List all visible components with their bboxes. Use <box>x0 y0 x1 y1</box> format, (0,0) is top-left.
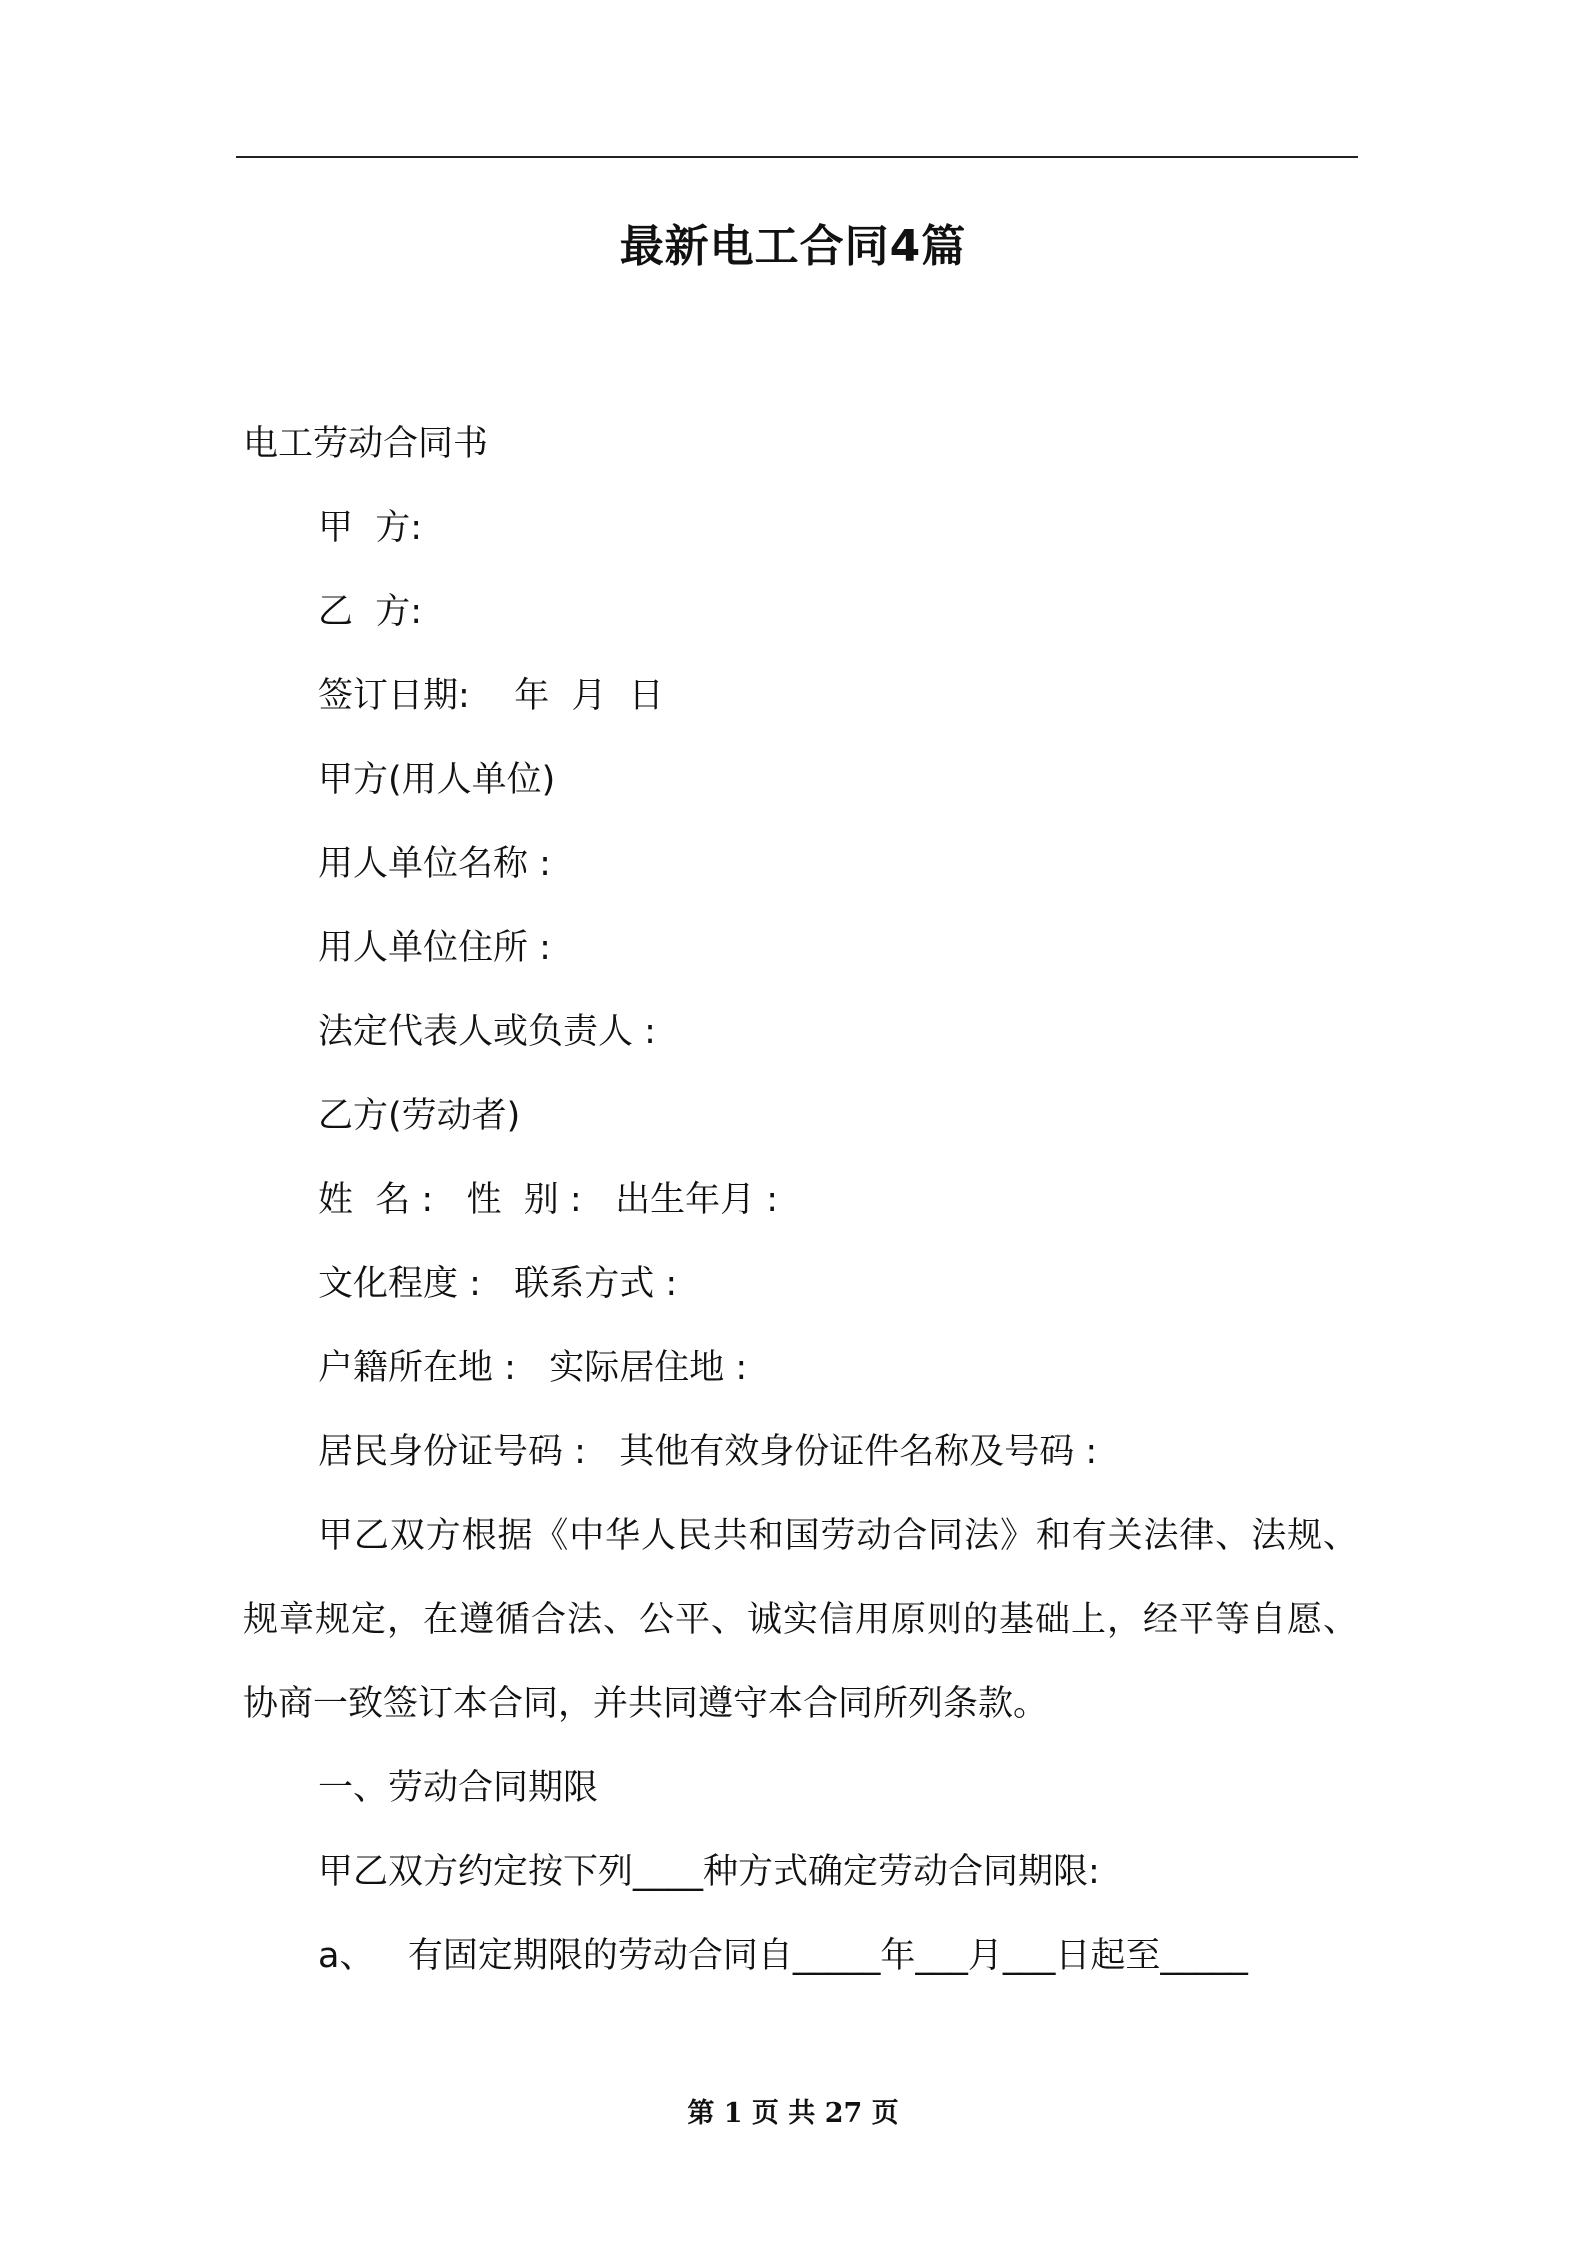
employer-name-line: 用人单位名称 : <box>318 844 551 884</box>
employee-name-gender-birth-line: 姓 名 : 性 别 : 出生年月 : <box>318 1180 779 1220</box>
fixed-term-line: a、 有固定期限的劳动合同自_____年___月___日起至_____ <box>318 1936 1248 1976</box>
contract-term-heading: 一、劳动合同期限 <box>318 1768 599 1808</box>
header-rule <box>236 156 1358 158</box>
party-b-line: 乙 方: <box>318 592 423 632</box>
employer-heading: 甲方(用人单位) <box>318 760 556 800</box>
signing-date-line: 签订日期: 年 月 日 <box>318 676 664 716</box>
id-number-line: 居民身份证号码 : 其他有效身份证件名称及号码 : <box>318 1432 1098 1472</box>
legal-representative-line: 法定代表人或负责人 : <box>318 1012 656 1052</box>
agreement-paragraph: 甲乙双方根据《中华人民共和国劳动合同法》和有关法律、法规、规章规定，在遵循合法、公平、诚实信用原则的基础上，经平等自愿、协商一致签订本合同，并共同遵守本合同所列条款。 <box>243 1516 1358 1724</box>
page-number-footer: 第 1 页 共 27 页 <box>687 2098 899 2129</box>
section-heading: 电工劳动合同书 <box>243 424 489 464</box>
document-title: 最新电工合同4篇 <box>619 221 967 272</box>
document-body <box>243 402 1358 1998</box>
party-a-line: 甲 方: <box>318 508 423 548</box>
education-contact-line: 文化程度 : 联系方式 : <box>318 1264 678 1304</box>
employer-address-line: 用人单位住所 : <box>318 928 551 968</box>
contract-term-method-line: 甲乙双方约定按下列____种方式确定劳动合同期限: <box>318 1852 1100 1892</box>
employee-heading: 乙方(劳动者) <box>318 1096 521 1136</box>
residence-line: 户籍所在地 : 实际居住地 : <box>318 1348 748 1388</box>
